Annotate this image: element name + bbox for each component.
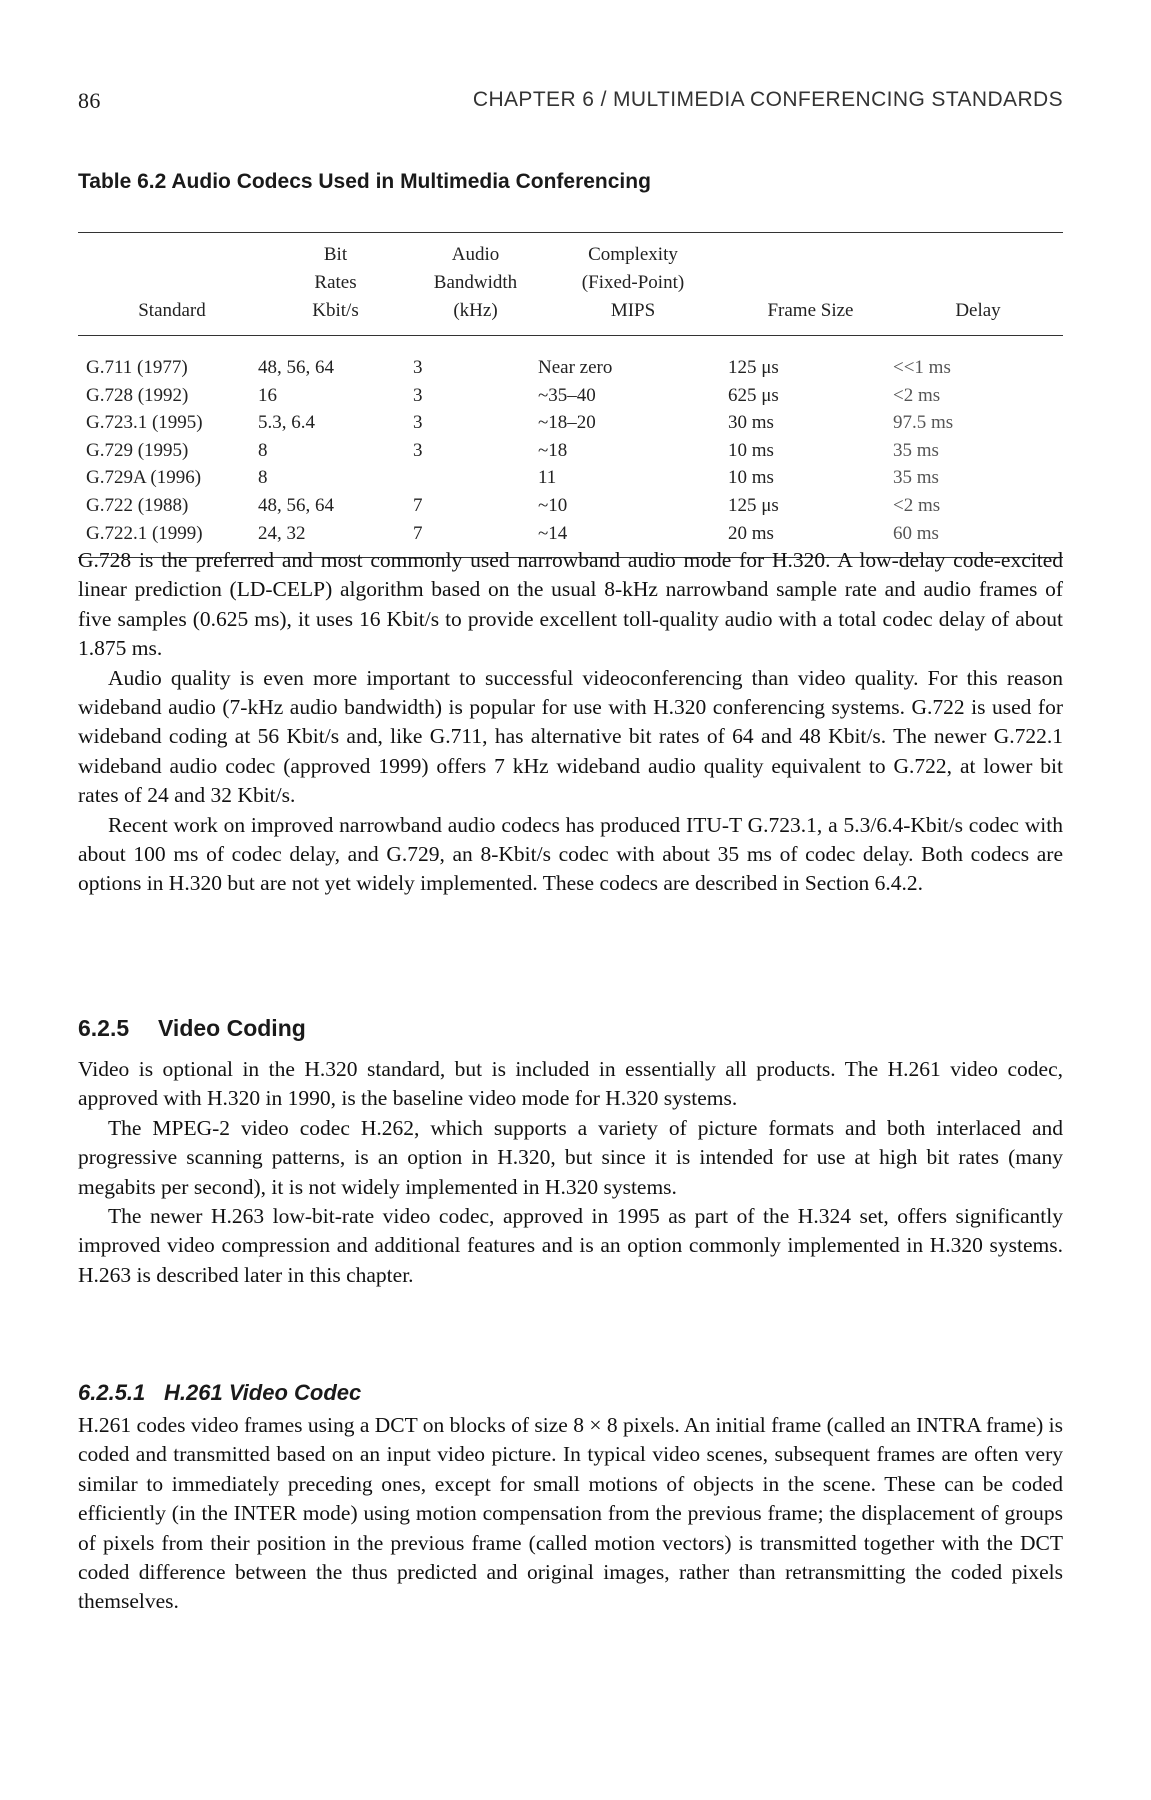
- cell-frame-size: 125 μs: [728, 357, 779, 378]
- cell-bit-rates: 48, 56, 64: [258, 494, 334, 516]
- column-header-audio-bandwidth: [413, 233, 538, 336]
- cell-bandwidth: 3: [413, 412, 423, 434]
- cell-delay: 97.5 ms: [893, 412, 954, 434]
- paragraph: Video is optional in the H.320 standard, but is included in essentially all products. The H.261 video codec, approved with H.320 in 1990, is the baseline video mode for H.320 systems.: [78, 1057, 1063, 1111]
- header-line: Bandwidth: [433, 272, 518, 293]
- cell-delay: 60 ms: [893, 520, 1063, 558]
- cell-frame-size: 125 μs: [728, 494, 779, 516]
- header-line: Bit: [323, 244, 348, 265]
- subsection-number: 6.2.5.1: [78, 1380, 146, 1405]
- paragraph: Recent work on improved narrowband audio codecs has produced ITU-T G.723.1, a 5.3/6.4-Kbit/s codec with about 100 ms of codec delay, and G.729, an 8-Kbit/s codec with about 35 ms of codec delay. Both codecs are options in H.320 but are not yet widely implemented. These codecs are described in Section 6.4.2.: [78, 812, 1063, 896]
- paragraph: The newer H.263 low-bit-rate video codec, approved in 1995 as part of the H.324 set, offers significantly improved video compression and additional features and is an option commonly implemented in H.320 systems. H.263 is described later in this chapter.: [78, 1204, 1063, 1287]
- column-header-complexity: [538, 233, 728, 336]
- chapter-title: CHAPTER 6 / MULTIMEDIA CONFERENCING STANDARDS: [472, 88, 1063, 111]
- table-row: [78, 492, 1063, 520]
- header-line: (Fixed-Point): [581, 272, 685, 293]
- cell-bandwidth: 7: [413, 520, 538, 558]
- header-line: Complexity: [588, 244, 678, 265]
- table-caption: Table 6.2 Audio Codecs Used in Multimedia Conferencing: [78, 170, 651, 193]
- cell-bandwidth: 3: [413, 384, 423, 406]
- codec-table: [78, 232, 1063, 558]
- paragraph: H.261 codes video frames using a DCT on blocks of size 8 × 8 pixels. An initial frame (called an INTRA frame) is coded and transmitted based on an input video picture. In typical video scenes, subsequent frames are often very similar to immediately preceding ones, except for small motions of objects in the scene. These can be coded efficiently (in the INTER mode) using motion compensation from the previous frame; the displacement of groups of pixels from their position in the previous frame (called motion vectors) is transmitted together with the DCT coded difference between the thus predicted and original images, rather than retransmitting the coded pixels themselves.: [78, 1413, 1063, 1614]
- subsection-heading-h261: [78, 1380, 361, 1406]
- cell-delay: <<1 ms: [893, 357, 951, 378]
- header-line: (kHz): [453, 300, 498, 321]
- cell-bit-rates: 48, 56, 64: [258, 357, 334, 378]
- cell-standard: G.722.1 (1999): [78, 520, 258, 558]
- h261-text: [78, 1411, 1063, 1617]
- column-header-bit-rates: [258, 233, 413, 336]
- cell-standard: G.723.1 (1995): [86, 412, 203, 434]
- cell-frame-size: 10 ms: [728, 467, 774, 489]
- header-line: Standard: [138, 300, 206, 321]
- cell-bit-rates: 24, 32: [258, 520, 413, 558]
- column-header-frame-size: [728, 233, 893, 336]
- audio-codec-discussion: [78, 546, 1063, 899]
- cell-bandwidth: 3: [413, 357, 423, 378]
- column-header-standard: [78, 233, 258, 336]
- header-line: Rates: [314, 272, 357, 293]
- header-line: Audio: [451, 244, 500, 265]
- cell-complexity: ~18–20: [538, 412, 596, 434]
- column-header-delay: [893, 233, 1063, 336]
- cell-delay: 35 ms: [893, 439, 939, 461]
- cell-complexity: ~10: [538, 494, 568, 516]
- cell-bit-rates: 8: [258, 439, 268, 461]
- cell-delay: 35 ms: [893, 467, 939, 489]
- cell-standard: G.729A (1996): [86, 467, 202, 489]
- cell-frame-size: 625 μs: [728, 384, 779, 406]
- cell-frame-size: 10 ms: [728, 439, 774, 461]
- cell-bandwidth: [413, 464, 538, 492]
- cell-complexity: 11: [538, 467, 557, 489]
- paragraph: Audio quality is even more important to successful videoconferencing than video quality. For this reason wideband audio (7-kHz audio bandwidth) is popular for use with H.320 conferencing systems. G.722 is used for wideband coding at 56 Kbit/s and, like G.711, has alternative bit rates of 64 and 48 Kbit/s. The newer G.722.1 wideband audio codec (approved 1999) offers 7 kHz wideband audio quality equivalent to G.722, at lower bit rates of 24 and 32 Kbit/s.: [78, 665, 1063, 808]
- table-row: [78, 336, 1063, 382]
- cell-bandwidth: 7: [413, 494, 423, 516]
- table-row: [78, 437, 1063, 465]
- section-number: 6.2.5: [78, 1015, 130, 1041]
- header-line: Frame Size: [767, 300, 854, 321]
- page-number: 86: [78, 88, 101, 113]
- paragraph: The MPEG-2 video codec H.262, which supports a variety of picture formats and both interlaced and progressive scanning patterns, is an option in H.320, but since it is intended for use at high bit rates (many megabits per second), it is not widely implemented in H.320 systems.: [78, 1115, 1063, 1199]
- cell-frame-size: 30 ms: [728, 412, 774, 434]
- cell-complexity: Near zero: [538, 357, 613, 378]
- header-line: Kbit/s: [312, 300, 359, 321]
- table-row: [78, 409, 1063, 437]
- cell-bit-rates: 16: [258, 384, 277, 406]
- header-line: Delay: [955, 300, 1001, 321]
- cell-bandwidth: 3: [413, 439, 423, 461]
- subsection-title: H.261 Video Codec: [164, 1380, 362, 1405]
- cell-standard: G.728 (1992): [86, 384, 189, 406]
- codec-table-container: [78, 232, 1063, 558]
- cell-standard: G.711 (1977): [86, 357, 188, 378]
- cell-delay: <2 ms: [893, 494, 941, 516]
- table-header-row: [78, 233, 1063, 336]
- table-row: [78, 382, 1063, 410]
- paragraph: G.728 is the preferred and most commonly used narrowband audio mode for H.320. A low-delay code-excited linear prediction (LD-CELP) algorithm based on the usual 8-kHz narrowband sample rate and audio frames of five samples (0.625 ms), it uses 16 Kbit/s to provide excellent toll-quality audio with a total codec delay of about 1.875 ms.: [78, 548, 1063, 661]
- cell-standard: G.722 (1988): [86, 494, 189, 516]
- cell-complexity: ~35–40: [538, 384, 596, 406]
- table-row: [78, 464, 1063, 492]
- cell-delay: <2 ms: [893, 384, 941, 406]
- section-heading-video-coding: [78, 1015, 306, 1042]
- cell-bit-rates: 8: [258, 467, 268, 489]
- cell-complexity: ~14: [538, 520, 728, 558]
- video-coding-text: [78, 1055, 1063, 1290]
- cell-frame-size: 20 ms: [728, 520, 893, 558]
- cell-standard: G.729 (1995): [86, 439, 189, 461]
- header-line: MIPS: [610, 300, 656, 321]
- cell-bit-rates: 5.3, 6.4: [258, 412, 315, 434]
- section-title: Video Coding: [158, 1015, 306, 1041]
- cell-complexity: ~18: [538, 439, 568, 461]
